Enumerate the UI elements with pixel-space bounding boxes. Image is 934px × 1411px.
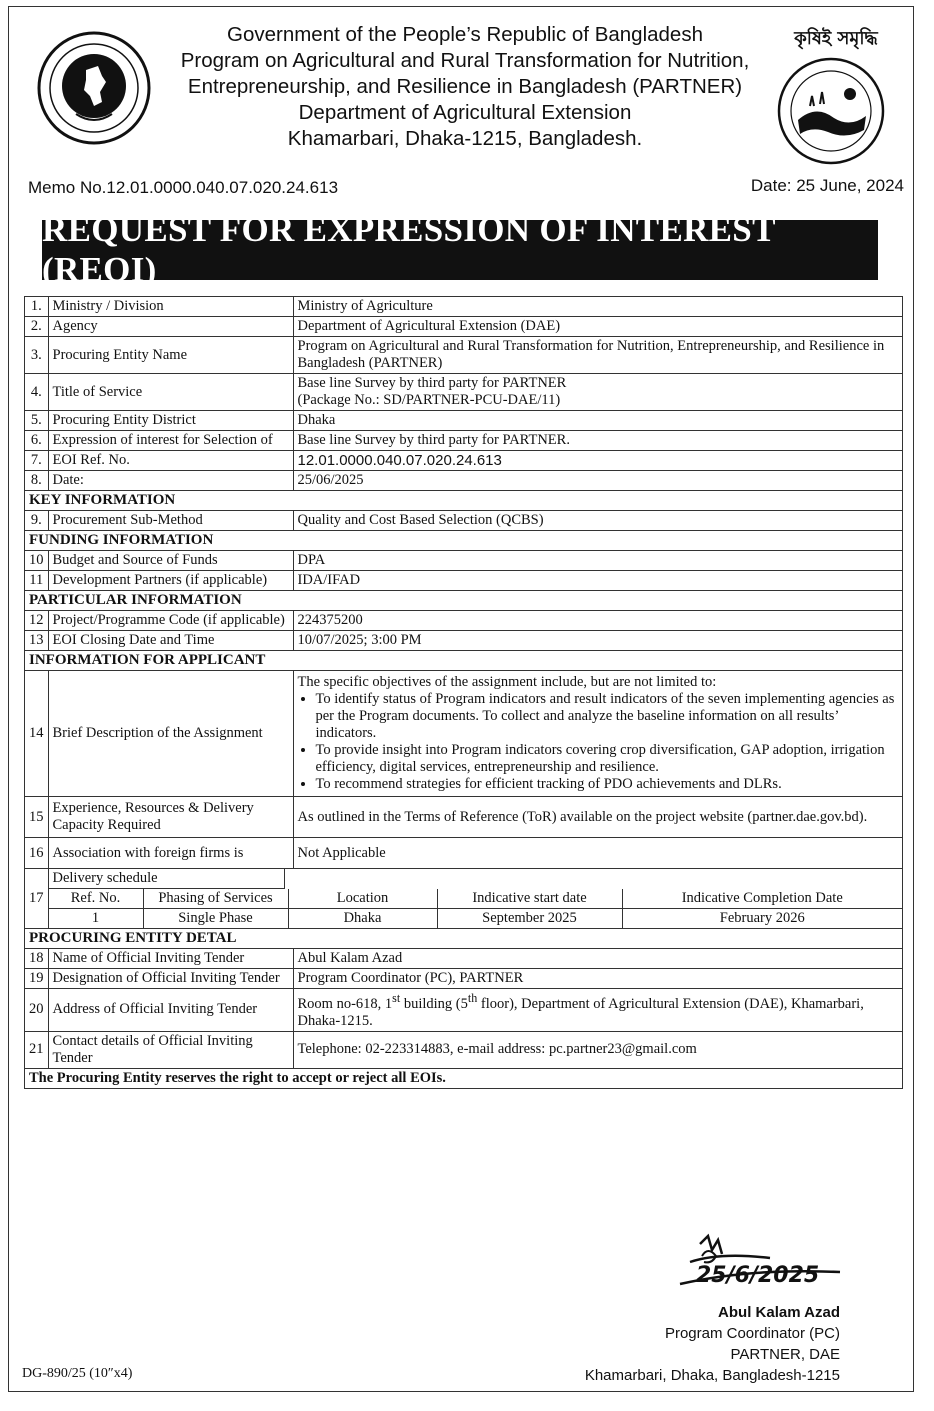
table-row (25, 374, 903, 411)
cell-phasing: Single Phase (143, 909, 288, 929)
row-value: Quality and Cost Based Selection (QCBS) (293, 511, 903, 531)
section-row (25, 531, 903, 551)
row-value: Abul Kalam Azad (293, 949, 903, 969)
row-number: 2. (25, 317, 49, 337)
table-row (25, 1031, 903, 1068)
table-row (25, 511, 903, 531)
list-item: • To identify status of Program indicators and result indicators of the seven implementing agencies as per the Program documents. To collect and analyze the baseline information on all results’ indicators. (316, 691, 899, 742)
row-label: Address of Official Inviting Tender (48, 989, 293, 1032)
reoi-table (24, 296, 903, 1089)
service-title: Base line Survey by third party for PARTNER (297, 375, 567, 391)
row-value: IDA/IFAD (293, 571, 903, 591)
row-label: EOI Closing Date and Time (48, 631, 293, 651)
memo-number: Memo No.12.01.0000.040.07.020.24.613 (28, 178, 339, 197)
row-number: 8. (25, 471, 49, 491)
row-value (293, 989, 903, 1032)
memo-date: Date: 25 June, 2024 (750, 176, 904, 195)
row-value: 12.01.0000.040.07.020.24.613 (293, 451, 903, 471)
section-key-information: KEY INFORMATION (25, 491, 903, 511)
row-value: DPA (293, 551, 903, 571)
table-row (25, 571, 903, 591)
signatory-title: Program Coordinator (PC) (664, 1325, 840, 1342)
table-row (25, 611, 903, 631)
row-value: Not Applicable (293, 838, 903, 869)
row-value: Department of Agricultural Extension (DAE) (293, 317, 903, 337)
government-seal-logo (36, 30, 152, 146)
header-line-1: Government of the People’s Republic of Bangladesh (227, 23, 703, 46)
row-label: Title of Service (48, 374, 293, 411)
table-row (25, 431, 903, 451)
header-phasing: Phasing of Services (143, 889, 288, 909)
row-number: 5. (25, 411, 49, 431)
row-number: 13 (25, 631, 49, 651)
table-row (25, 337, 903, 374)
table-row (25, 317, 903, 337)
cell-start-date: September 2025 (437, 909, 622, 929)
document-header (150, 22, 780, 152)
signatory-block (580, 1302, 840, 1386)
row-number: 17 (25, 869, 49, 929)
dae-logo (776, 56, 886, 166)
footer-note-row (25, 1068, 903, 1088)
table-row (25, 631, 903, 651)
row-label: Date: (48, 471, 293, 491)
address-superscript: th (467, 991, 478, 1005)
row-label: Agency (48, 317, 293, 337)
signatory-address: Khamarbari, Dhaka, Bangladesh-1215 (584, 1367, 840, 1384)
row-number: 15 (25, 797, 49, 838)
section-information-for-applicant: INFORMATION FOR APPLICANT (25, 651, 903, 671)
row-value: Telephone: 02-223314883, e-mail address: pc.partner23@gmail.com (293, 1031, 903, 1068)
row-number: 10 (25, 551, 49, 571)
row-label: Project/Programme Code (if applicable) (48, 611, 293, 631)
row-number: 4. (25, 374, 49, 411)
row-value (293, 671, 903, 797)
section-row (25, 929, 903, 949)
cell-completion-date: February 2026 (622, 909, 902, 929)
row-value: Base line Survey by third party for PARTNER. (293, 431, 903, 451)
table-row (25, 551, 903, 571)
row-value: Dhaka (293, 411, 903, 431)
row-label: Procuring Entity Name (48, 337, 293, 374)
table-row (25, 989, 903, 1032)
row-label: Procurement Sub-Method (48, 511, 293, 531)
reoi-banner-title: REQUEST FOR EXPRESSION OF INTEREST (REOI) (42, 220, 878, 280)
row-number: 18 (25, 949, 49, 969)
handwritten-signature (660, 1232, 860, 1302)
table-row (25, 411, 903, 431)
delivery-schedule-table (49, 889, 903, 928)
list-item: • To provide insight into Program indicators covering crop diversification, GAP adoption, irrigation efficiency, digital services, entrepreneurship and resilience. (316, 742, 899, 776)
address-part: floor), Department of Agricultural Extension (DAE), Khamarbari, Dhaka-1215. (297, 995, 864, 1029)
footer-note: The Procuring Entity reserves the right to accept or reject all EOIs. (25, 1068, 903, 1088)
row-label: Brief Description of the Assignment (48, 671, 293, 797)
row-value: Ministry of Agriculture (293, 297, 903, 317)
section-row (25, 651, 903, 671)
row-number: 1. (25, 297, 49, 317)
table-header-row (49, 889, 903, 909)
row-value: 25/06/2025 (293, 471, 903, 491)
row-label: EOI Ref. No. (48, 451, 293, 471)
address-part: building (5 (400, 995, 468, 1012)
section-funding-information: FUNDING INFORMATION (25, 531, 903, 551)
row-number: 19 (25, 969, 49, 989)
delivery-schedule-cell (48, 869, 903, 929)
section-row (25, 591, 903, 611)
list-item: • To recommend strategies for efficient tracking of PDO achievements and DLRs. (316, 776, 899, 793)
objectives-list (298, 691, 899, 793)
header-line-3: Entrepreneurship, and Resilience in Bangladesh (PARTNER) (187, 75, 743, 98)
table-row (25, 949, 903, 969)
signatory-name: Abul Kalam Azad (718, 1304, 840, 1321)
section-row (25, 491, 903, 511)
cell-ref-no: 1 (49, 909, 144, 929)
table-row (25, 297, 903, 317)
table-row (25, 838, 903, 869)
row-number: 14 (25, 671, 49, 797)
row-number: 20 (25, 989, 49, 1032)
table-row (25, 797, 903, 838)
header-start-date: Indicative start date (437, 889, 622, 909)
slogan-text: কৃষিই সমৃদ্ধি (794, 28, 878, 49)
header-completion-date: Indicative Completion Date (622, 889, 902, 909)
address-part: Room no-618, 1 (297, 995, 393, 1012)
table-row (25, 969, 903, 989)
row-label: Experience, Resources & Delivery Capacity Required (48, 797, 293, 838)
row-label: Procuring Entity District (48, 411, 293, 431)
delivery-schedule-label: Delivery schedule (49, 869, 285, 889)
row-label: Budget and Source of Funds (48, 551, 293, 571)
row-label: Designation of Official Inviting Tender (48, 969, 293, 989)
row-number: 3. (25, 337, 49, 374)
table-row (25, 451, 903, 471)
section-particular-information: PARTICULAR INFORMATION (25, 591, 903, 611)
table-row (25, 869, 903, 929)
header-ref-no: Ref. No. (49, 889, 144, 909)
row-label: Development Partners (if applicable) (48, 571, 293, 591)
row-label: Expression of interest for Selection of (48, 431, 293, 451)
table-row (25, 671, 903, 797)
row-label: Association with foreign firms is (48, 838, 293, 869)
row-label: Name of Official Inviting Tender (48, 949, 293, 969)
row-number: 21 (25, 1031, 49, 1068)
header-line-4: Department of Agricultural Extension (298, 101, 632, 124)
package-number: (Package No.: SD/PARTNER-PCU-DAE/11) (297, 392, 561, 408)
row-number: 7. (25, 451, 49, 471)
signatory-org: PARTNER, DAE (730, 1346, 840, 1363)
table-row (49, 909, 903, 929)
row-value: 10/07/2025; 3:00 PM (293, 631, 903, 651)
row-number: 9. (25, 511, 49, 531)
row-value (293, 374, 903, 411)
signature-date: 25/6/2025 (696, 1263, 820, 1288)
row-number: 11 (25, 571, 49, 591)
dg-code: DG-890/25 (10″x4) (22, 1366, 133, 1381)
row-number: 12 (25, 611, 49, 631)
row-value: Program on Agricultural and Rural Transformation for Nutrition, Entrepreneurship, and Resilience in Bangladesh (PARTNER) (293, 337, 903, 374)
header-line-2: Program on Agricultural and Rural Transformation for Nutrition, (180, 49, 750, 72)
table-row (25, 471, 903, 491)
row-value: Program Coordinator (PC), PARTNER (293, 969, 903, 989)
row-value: As outlined in the Terms of Reference (ToR) available on the project website (partner.dae.gov.bd). (293, 797, 903, 838)
row-label: Contact details of Official Inviting Tender (48, 1031, 293, 1068)
section-procuring-entity-detail: PROCURING ENTITY DETAL (25, 929, 903, 949)
assignment-intro: The specific objectives of the assignment include, but are not limited to: (297, 674, 717, 690)
row-label: Ministry / Division (48, 297, 293, 317)
header-location: Location (288, 889, 437, 909)
cell-location: Dhaka (288, 909, 437, 929)
address-superscript: st (392, 991, 401, 1005)
row-number: 16 (25, 838, 49, 869)
row-value: 224375200 (293, 611, 903, 631)
header-line-5: Khamarbari, Dhaka-1215, Bangladesh. (287, 127, 643, 150)
row-number: 6. (25, 431, 49, 451)
